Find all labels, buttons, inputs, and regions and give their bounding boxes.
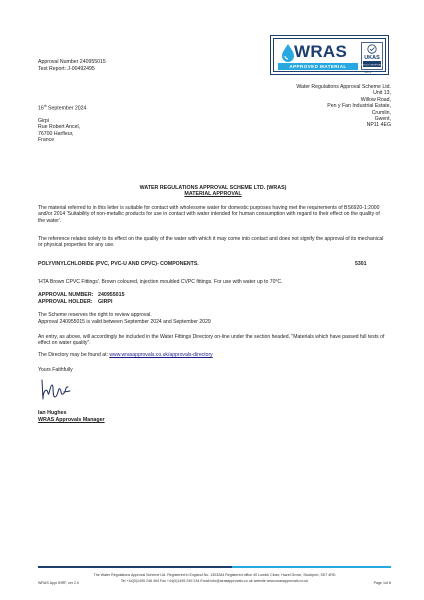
directory-line — [38, 352, 388, 358]
footer-line-2: Tel +44(0)1495 248 454 Fax +44(0)1495 249 234 Email info@wrasapprovals.co.uk website www.wrasapprovals.co.uk — [120, 579, 309, 583]
recipient-line: Rue Robert Ancel, — [38, 124, 81, 131]
ukas-number: 2074 — [364, 70, 372, 74]
letter-date — [38, 103, 86, 112]
approval-number-label: APPROVAL NUMBER: — [38, 292, 94, 298]
directory-link[interactable]: www.wrasapprovals.co.uk/approvals-directory — [109, 352, 213, 358]
ukas-mark-icon — [361, 42, 383, 70]
approval-details — [38, 292, 125, 305]
sender-line: Gwent, — [374, 116, 391, 123]
date-rest: September 2024 — [46, 105, 87, 112]
sender-line: Crumlin, — [371, 109, 391, 116]
recipient-line: Girpi — [38, 118, 49, 124]
ukas-text: UKAS — [364, 55, 380, 61]
date-suffix: th — [43, 104, 47, 108]
footer-page-number: Page 1of 8 — [373, 581, 391, 585]
reference-paragraph: The reference relates solely to its effect on the quality of the water with which it may come into contact and does not signify the approval of its mechanical or physical properties for any use. — [38, 236, 384, 249]
directory-prefix: The Directory may be found at: — [38, 352, 110, 358]
sender-line: Pen y Fan Industrial Estate, — [327, 103, 391, 110]
ukas-subtext: PRODUCT CERTIFICATION — [359, 64, 385, 67]
approval-holder-label: APPROVAL HOLDER: — [38, 298, 93, 305]
footer-line-1: The Water Regulations Approval Scheme Ltd. Registered in England No. 1303284 Registered office 40 Lowick Close, Hazel Grove, Stockport, SK7 4RD — [93, 573, 336, 577]
recipient-line: France — [38, 137, 55, 144]
sender-line: Willow Road, — [360, 96, 391, 103]
approval-number-row — [38, 292, 125, 299]
approval-holder-value: GIRPI — [98, 298, 113, 305]
review-line: The Scheme reserves the right to review approval. — [38, 312, 152, 318]
recipient-address — [38, 118, 80, 144]
company-title: WATER REGULATIONS APPROVAL SCHEME LTD. (WRAS) — [139, 185, 287, 191]
subject-title: MATERIAL APPROVAL — [184, 191, 242, 197]
footer-form-ref: WRAS Appr BIRF, ver 2.0 — [38, 581, 79, 585]
sender-line: Unit 13, — [373, 90, 391, 97]
category-label: POLYVINYLCHLORIDE (PVC, PVC-U AND CPVC)- COMPONENTS. — [38, 261, 199, 267]
signatory-title: WRAS Approvals Manager — [38, 417, 105, 423]
approval-number-line: Approval Number 240955015 — [38, 59, 106, 65]
wras-logo-text: WRAS — [294, 42, 348, 61]
intro-paragraph: The material referred to in this letter is suitable for contact with wholesome water for domestic purposes having met the requirements of BS6920-1:2000 and/or 2014 'Suitability of non-metallic products for use in contact with water intended for human consumption with regard to their effect on the quality of the water'. — [38, 205, 380, 224]
signatory-name: Ian Hughes — [38, 410, 67, 416]
test-report-line: Test Report: J-00492495 — [38, 66, 95, 72]
sender-line: Water Regulations Approval Scheme Ltd. — [296, 84, 391, 90]
wras-approved-material-logo — [270, 35, 389, 75]
recipient-line: 76700 Harfleur, — [38, 130, 74, 137]
product-description: 'HTA Brown CPVC Fittings'. Brown coloured, injection moulded CVPC fittings. For use with water up to 70°C. — [38, 279, 283, 285]
approval-number-value: 240955015 — [98, 292, 125, 298]
approval-holder-row — [38, 299, 125, 306]
handwritten-signature — [38, 377, 74, 403]
category-code: 5301 — [355, 261, 367, 267]
validity-line: Approval 240955015 is valid between September 2024 and September 2029 — [38, 319, 211, 325]
sender-line: NP11 4EG — [366, 122, 391, 129]
closing-line: Yours Faithfully — [38, 367, 73, 373]
directory-entry-paragraph: An entry, as above, will accordingly be included in the Water Fittings Directory on-line under the section headed, "Materials which have passed full tests of effect on water quality". — [38, 334, 385, 347]
sender-address — [296, 84, 391, 129]
date-day: 16 — [38, 105, 44, 112]
footer-divider — [38, 566, 391, 568]
logo-tagline: APPROVED MATERIAL — [278, 63, 358, 70]
